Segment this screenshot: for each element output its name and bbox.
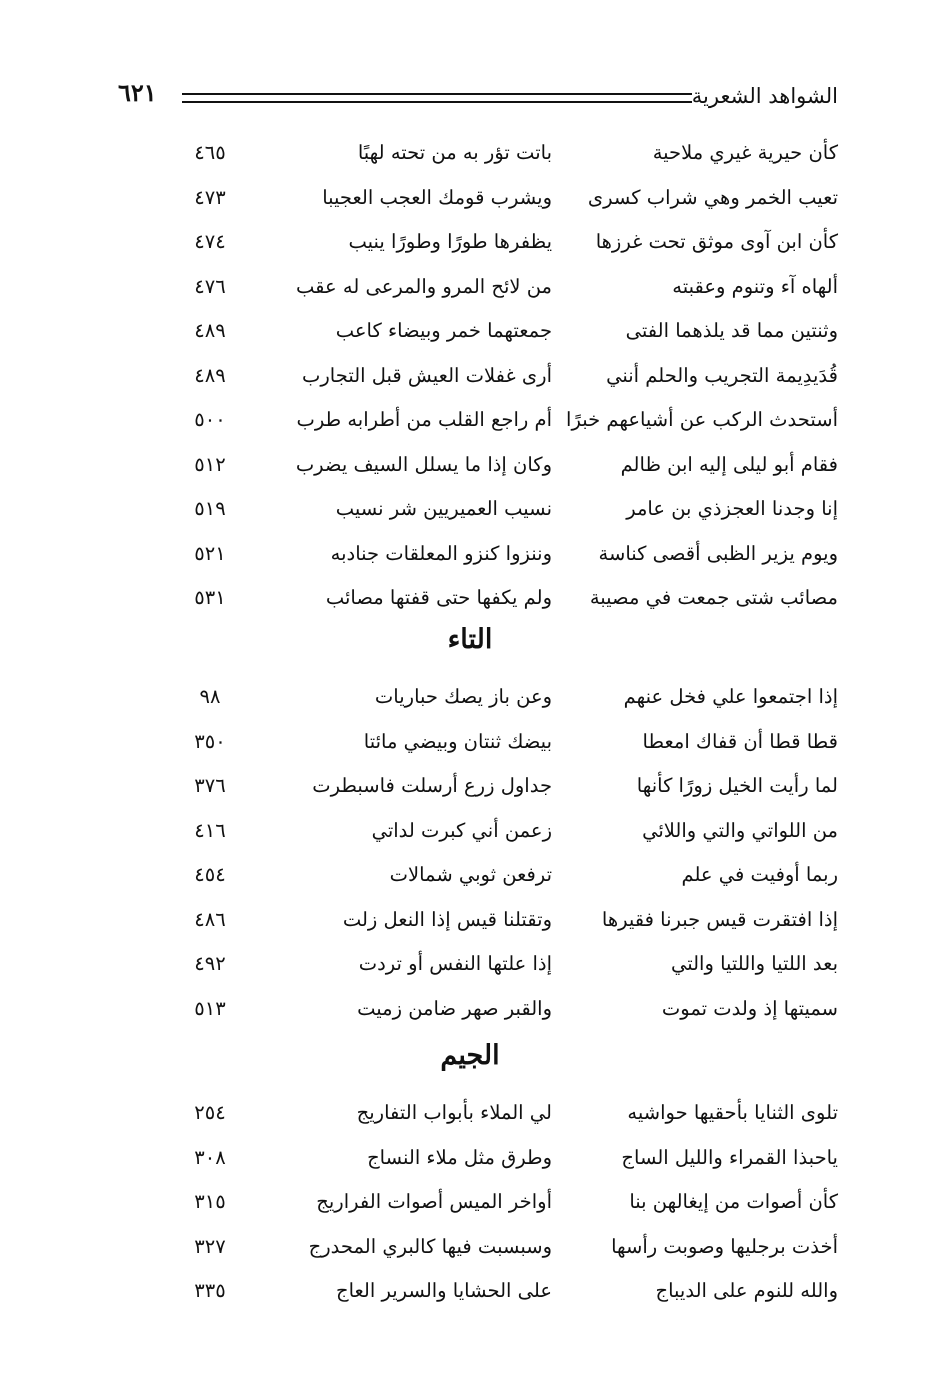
page-reference: ٥١٣ xyxy=(194,996,226,1020)
second-hemistich: ويشرب قومك العجب العجيبا xyxy=(322,185,552,209)
running-header-title: الشواهد الشعرية xyxy=(691,84,838,108)
verse-row xyxy=(0,729,940,774)
verse-list-ta xyxy=(0,684,940,1040)
first-hemistich: كأن أصوات من إيغالهن بنا xyxy=(629,1190,838,1213)
second-hemistich: من لائح المرو والمرعى له عقب xyxy=(296,274,552,298)
first-hemistich: والله للنوم على الديباج xyxy=(655,1279,838,1302)
verse-row xyxy=(0,1278,940,1323)
first-hemistich: لما رأيت الخيل زورًا كأنها xyxy=(636,774,838,797)
first-hemistich: قُدَيدِيمة التجريب والحلم أنني xyxy=(606,363,838,387)
second-hemistich: أرى غفلات العيش قبل التجارب xyxy=(302,363,552,387)
page-reference: ٣٠٨ xyxy=(194,1145,226,1169)
verse-row xyxy=(0,1145,940,1190)
page-reference: ٥٣١ xyxy=(194,586,226,609)
page-reference: ٤٦٥ xyxy=(194,141,226,164)
first-hemistich: إذا افتقرت قيس جبرنا فقيرها xyxy=(601,907,838,931)
second-hemistich: ولم يكفها حتى قفتها مصائب xyxy=(325,586,552,609)
verse-row xyxy=(0,363,940,408)
page-reference: ٣٥٠ xyxy=(194,729,226,753)
verse-row xyxy=(0,1100,940,1145)
verse-list-ba xyxy=(0,140,940,630)
second-hemistich: وسبسبت فيها كالبري المحدرج xyxy=(308,1234,552,1258)
verse-row xyxy=(0,818,940,863)
first-hemistich: مصائب شتى جمعت في مصيبة xyxy=(589,586,838,609)
second-hemistich: بيضك ثنتان وبيضي مائتا xyxy=(363,729,552,753)
second-hemistich: زعمن أني كبرت لداتي xyxy=(371,818,552,842)
verse-row xyxy=(0,684,940,729)
page-reference: ٤٥٤ xyxy=(194,863,226,886)
page-number: ٦٢١ xyxy=(118,78,157,107)
page-reference: ٣٧٦ xyxy=(194,774,226,797)
page-reference: ٥١٩ xyxy=(194,497,226,520)
first-hemistich: كأن حيرية غيري ملاحية xyxy=(652,141,838,164)
header-double-rule xyxy=(182,93,692,103)
second-hemistich: باتت تؤر به من تحته لهبًا xyxy=(357,141,552,164)
second-hemistich: والقبر صهر ضامن زميت xyxy=(357,996,552,1020)
verse-row xyxy=(0,185,940,230)
first-hemistich: وثنتين مما قد يلذهما الفتى xyxy=(625,319,838,342)
verse-row xyxy=(0,229,940,274)
second-hemistich: وتقتلنا قيس إذا النعل زلت xyxy=(342,907,552,931)
second-hemistich: لي الملاء بأبواب التفاريج xyxy=(356,1101,552,1124)
page-reference: ٣١٥ xyxy=(194,1190,226,1213)
second-hemistich: يظفرها طورًا وطورًا ينيب xyxy=(348,230,552,253)
verse-row xyxy=(0,274,940,319)
first-hemistich: قطا قطا أن قفاك امعطا xyxy=(642,729,838,753)
second-hemistich: أم راجع القلب من أطرابه طرب xyxy=(296,408,552,431)
page-reference: ٤٨٩ xyxy=(194,363,226,387)
first-hemistich: أخذت برجليها وصوبت رأسها xyxy=(611,1234,838,1258)
second-hemistich: ترفعن ثوبي شمالات xyxy=(389,863,552,886)
verse-row xyxy=(0,1234,940,1279)
verse-row xyxy=(0,452,940,497)
page-reference: ٣٣٥ xyxy=(194,1279,226,1302)
first-hemistich: إذا اجتمعوا علي فخل عنهم xyxy=(623,685,838,708)
verse-row xyxy=(0,951,940,996)
verse-row xyxy=(0,585,940,630)
verse-row xyxy=(0,541,940,586)
first-hemistich: أستحدث الركب عن أشياعهم خبرًا xyxy=(566,408,838,431)
page-reference: ٤٨٦ xyxy=(194,907,226,931)
second-hemistich: على الحشايا والسرير العاج xyxy=(335,1279,552,1302)
second-hemistich: جداول زرع أرسلت فاسبطرت xyxy=(312,774,552,797)
page-reference: ٤٧٦ xyxy=(194,274,226,298)
verse-list-jim xyxy=(0,1100,940,1323)
first-hemistich: فقام أبو ليلى إليه ابن ظالم xyxy=(620,452,838,476)
section-heading-ta: التاء xyxy=(447,624,493,655)
page-reference: ٣٢٧ xyxy=(194,1234,226,1258)
page-reference: ٥٢١ xyxy=(194,541,226,565)
first-hemistich: إنا وجدنا العجزذي بن عامر xyxy=(626,497,838,520)
verse-row xyxy=(0,862,940,907)
verse-row xyxy=(0,496,940,541)
page-reference: ٤٧٤ xyxy=(194,230,226,253)
second-hemistich: إذا علتها النفس أو تردت xyxy=(358,952,552,975)
page-reference: ٥٠٠ xyxy=(194,408,226,431)
first-hemistich: بعد اللتيا واللتيا والتي xyxy=(670,952,838,975)
second-hemistich: وطرق مثل ملاء النساج xyxy=(367,1145,552,1169)
second-hemistich: أواخر الميس أصوات الفراريج xyxy=(316,1190,552,1213)
page-reference: ٩٨ xyxy=(199,685,221,708)
verse-row xyxy=(0,996,940,1041)
first-hemistich: تلوى الثنايا بأحقيها حواشيه xyxy=(627,1101,838,1124)
verse-row xyxy=(0,1189,940,1234)
first-hemistich: ياحبذا القمراء والليل الساج xyxy=(621,1145,838,1169)
page-reference: ٤٧٣ xyxy=(194,185,226,209)
page-reference: ٢٥٤ xyxy=(194,1101,226,1124)
first-hemistich: كأن ابن آوى موثق تحت غرزها xyxy=(595,230,838,253)
verse-row xyxy=(0,407,940,452)
page-reference: ٤٩٢ xyxy=(194,952,226,975)
second-hemistich: وكان إذا ما يسلل السيف يضرب xyxy=(295,452,552,476)
verse-row xyxy=(0,907,940,952)
first-hemistich: تعيب الخمر وهي شراب كسرى xyxy=(587,185,838,209)
verse-row xyxy=(0,773,940,818)
first-hemistich: ويوم يزير الظبى أقصى كناسة xyxy=(598,541,838,565)
section-heading-jim: الجيم xyxy=(440,1040,500,1071)
first-hemistich: سميتها إذ ولدت تموت xyxy=(661,996,838,1020)
verse-row xyxy=(0,318,940,363)
second-hemistich: وعن باز يصك حباريات xyxy=(374,685,552,708)
page-reference: ٥١٢ xyxy=(194,452,226,476)
second-hemistich: وننزوا كنزو المعلقات جنادبه xyxy=(330,541,552,565)
second-hemistich: نسيب العميريين شر نسيب xyxy=(335,497,552,520)
page-reference: ٤١٦ xyxy=(194,818,226,842)
first-hemistich: من اللواتي والتي واللائي xyxy=(642,818,838,842)
verse-row xyxy=(0,140,940,185)
first-hemistich: ربما أوفيت في علم xyxy=(681,863,838,886)
page-reference: ٤٨٩ xyxy=(194,319,226,342)
first-hemistich: ألهاه آء وتنوم وعقبته xyxy=(672,274,838,298)
second-hemistich: جمعتهما خمر وبيضاء كاعب xyxy=(335,319,552,342)
